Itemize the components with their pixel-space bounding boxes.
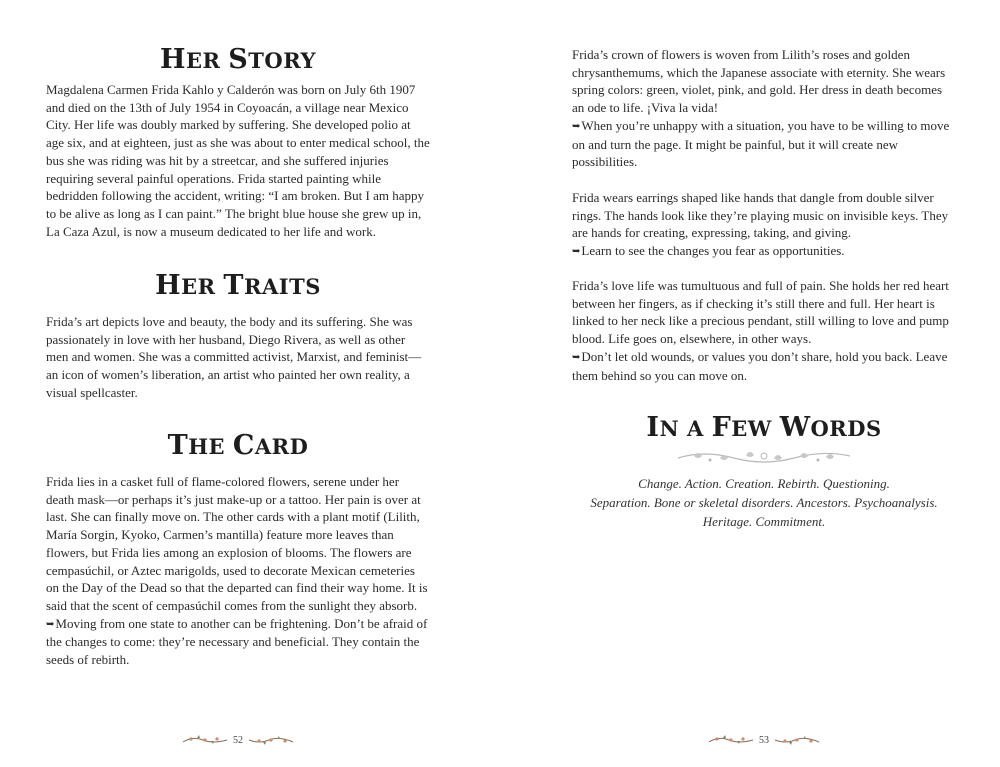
left-page [46,0,430,767]
keywords-line: Separation. Bone or skeletal disorders. Ancestors. Psychoanalysis. [590,495,938,510]
vine-ornament-icon [181,734,229,746]
the-card-heading: THE CARD [167,430,309,461]
love-tip: ➥Don’t let old wounds, or values you don’t share, hold you back. Leave them behind so you can move on. [572,348,948,383]
the-card-tip: ➥Moving from one state to another can be frightening. Don’t be afraid of the changes to come: they’re necessary and beneficial. They contain the seeds of rebirth. [46,615,428,668]
left-page-footer [180,733,296,747]
pointer-arrow-icon: ➥ [46,618,55,630]
page-number: 53 [759,734,769,746]
her-story-heading: HER STORY [159,44,316,75]
earrings-paragraph: Frida wears earrings shaped like hands that dangle from double silver rings. The hands look like they’re playing music on invisible keys. They are hands for creating, expressing, taking, and giving. ➥Learn to see the changes you fear as opportunities. [572,189,956,261]
right-page [572,0,956,767]
keywords-line: Heritage. Commitment. [702,514,826,529]
page-number: 52 [233,734,243,746]
the-card-paragraph: Frida lies in a casket full of flame-colored flowers, serene under her death mask—or perhaps it’s just make-up or a tattoo. Her pain is over at last. She can finally move on. The other cards with a plant motif (Lilith, María Sorgin, Kyoko, Carmen’s mantilla) feature more leaves than flowers, but Frida lies among an explosion of blooms. The flowers are cempasúchil, or Aztec marigolds, used to decorate Mexican cemeteries on the Day of the Dead so that the departed can find their way home. It is said that the scent of cempasúchil comes from the sunlight they absorb. ➥Moving from one state to another can be frightening. Don’t be afraid of the changes to come: they’re necessary and beneficial. They contain the seeds of rebirth. [46,473,430,669]
pointer-arrow-icon: ➥ [572,120,581,132]
her-traits-heading: HER TRAITS [155,270,321,301]
earrings-tip: ➥Learn to see the changes you fear as opportunities. [572,243,845,259]
pointer-arrow-icon: ➥ [572,351,581,363]
her-traits-paragraph: Frida’s art depicts love and beauty, the body and its suffering. She was passionately in love with her husband, Diego Rivera, as well as other men and women. She was a committed activist, Marxist, and feminist—an icon of women’s liberation, an artist who painted her own reality, a visual spellcaster. [46,314,422,400]
her-story-paragraph: Magdalena Carmen Frida Kahlo y Calderón was born on July 6th 1907 and died on the 13th of July 1954 in Coyoacán, a village near Mexico City. Her life was doubly marked by suffering. She developed polio at age six, and at eighteen, just as she was about to enter medical school, the bus she was riding was hit by a streetcar, and she suffered injuries requiring several painful operations. Frida started painting while bedridden following the accident, writing: “I am broken. But I am happy to be alive as long as I can paint.” The bright blue house she grew up in, La Caza Azul, is now a museum dedicated to her life and work. [46,82,430,239]
floral-divider-icon [674,446,854,466]
vine-ornament-icon [773,734,821,746]
right-page-footer [706,733,822,747]
pointer-arrow-icon: ➥ [572,246,581,258]
vine-ornament-icon [247,734,295,746]
crown-paragraph: Frida’s crown of flowers is woven from Lilith’s roses and golden chrysanthemums, which the Japanese associate with eternity. She wears spring colors: green, violet, pink, and gold. Her dress in death becomes an ode to life. ¡Viva la vida! ➥When you’re unhappy with a situation, you have to be willing to move on and turn the page. It might be painful, but it will create new possibilities. [572,46,956,171]
crown-tip: ➥When you’re unhappy with a situation, you have to be willing to move on and turn the page. It might be painful, but it will create new possibilities. [572,117,950,170]
keywords-block [572,474,956,531]
love-paragraph: Frida’s love life was tumultuous and full of pain. She holds her red heart between her fingers, as if checking it’s still there and full. Her heart is linked to her neck like a precious pendant, still willing to love and pump blood. Life goes on, elsewhere, in other ways. ➥Don’t let old wounds, or values you don’t share, hold you back. Leave them behind so you can move on. [572,277,956,384]
in-a-few-words-heading: IN A FEW WORDS [646,412,882,443]
vine-ornament-icon [707,734,755,746]
keywords-line: Change. Action. Creation. Rebirth. Questioning. [638,476,890,491]
